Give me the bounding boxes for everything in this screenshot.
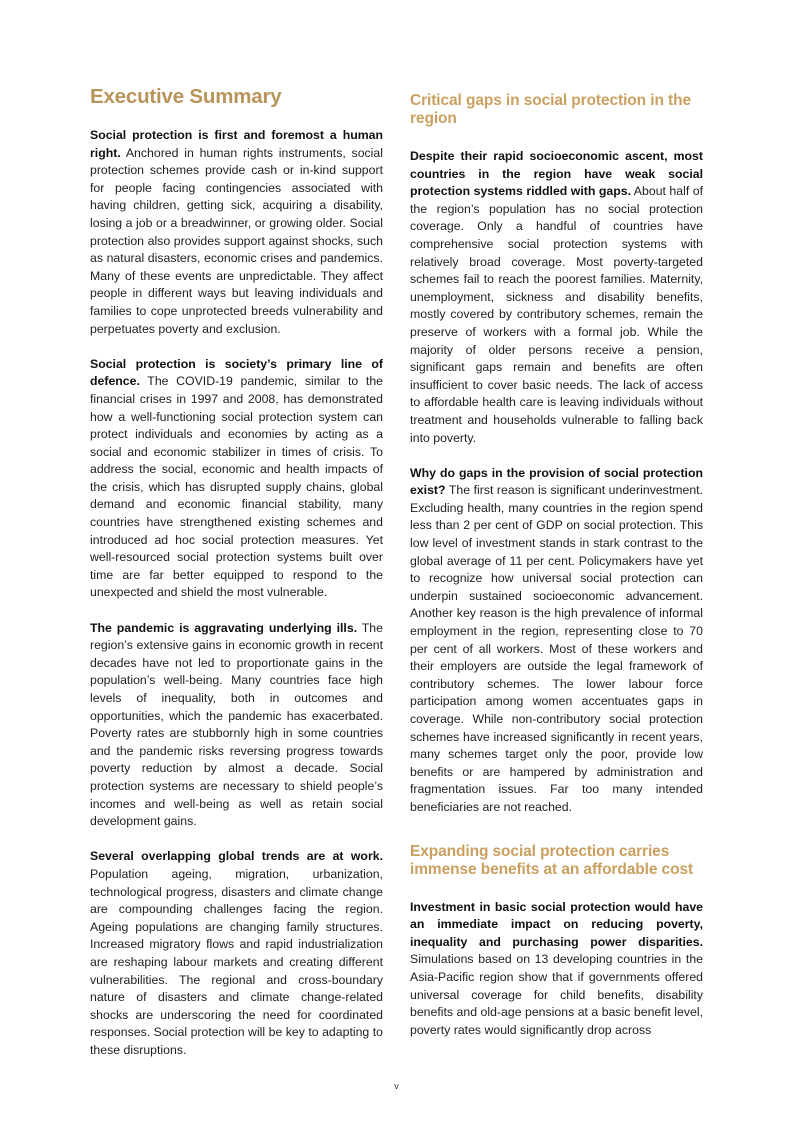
paragraph-body: Simulations based on 13 developing countries in the Asia-Pacific region show that if governments offered universal coverage for child benefits, disability benefits and old-age pensions at a basic benefit level, poverty rates would significantly drop across xyxy=(410,952,703,1037)
paragraph-lead: The pandemic is aggravating underlying ills. xyxy=(90,620,358,635)
page-title: Executive Summary xyxy=(90,85,282,108)
paragraph-body: Population ageing, migration, urbanization, technological progress, disasters and climate change are compounding challenges facing the region. Ageing populations are changing family structures. Increased migratory flows and rapid industrialization are reshaping labour markets and creating different vulnerabilities. The regional and cross-boundary nature of disasters and climate change-related shocks are underscoring the need for coordinated responses. Social protection will be key to adapting to these disruptions. xyxy=(90,866,383,1057)
page-number: v xyxy=(394,1081,399,1091)
paragraph-lead: Despite their rapid socioeconomic ascent, most countries in the region have weak social protection systems riddled with gaps. xyxy=(410,149,703,199)
paragraph-body: The region’s extensive gains in economic growth in recent decades have not led to proportionate gains in the population’s well-being. Many countries face high levels of inequality, both in outcomes and opportunities, which the pandemic has exacerbated. Poverty rates are stubbornly high in some countries and the pandemic risks reversing progress towards poverty reduction by almost a decade. Social protection systems are necessary to shield people’s incomes and well-being as well as retain social development gains. xyxy=(90,620,383,829)
paragraph-lead: Why do gaps in the provision of social protection exist? xyxy=(410,465,703,498)
paragraph-lead: Several overlapping global trends are at work. xyxy=(90,849,383,864)
paragraph-lead: Investment in basic social protection would have an immediate impact on reducing poverty, inequality and purchasing power disparities. xyxy=(410,899,703,949)
paragraph-human-right xyxy=(90,127,383,338)
paragraph-weak-systems xyxy=(410,148,703,447)
paragraph-lead: Social protection is first and foremost a human right. xyxy=(90,128,383,160)
paragraph-body: About half of the region’s population has no social protection coverage. Only a handful of countries have comprehensive social protection systems with relatively broad coverage. Most poverty-targeted schemes fail to reach the poorest families. Maternity, unemployment, sickness and disability benefits, mostly covered by contributory schemes, remain the preserve of workers with a formal job. While the majority of older persons receive a pension, significant gaps remain and benefits are often insufficient to cover basic needs. The lack of access to affordable health care is leaving individuals without treatment and households vulnerable to falling back into poverty. xyxy=(410,184,704,445)
paragraph-pandemic xyxy=(90,620,383,831)
right-column xyxy=(410,84,703,1057)
section-heading-expanding-protection: Expanding social protection carries immense benefits at an affordable cost xyxy=(410,842,694,878)
paragraph-why-gaps xyxy=(410,465,703,817)
paragraph-body: The COVID-19 pandemic, similar to the financial crises in 1997 and 2008, has demonstrated how a well-functioning social protection system can protect individuals and economies by acting as a social and economic stabilizer in times of crisis. To address the social, economic and health impacts of the crisis, which has disrupted supply chains, global demand and economic financial stability, many countries have strengthened existing schemes and introduced ad hoc social protection measures. Yet well-resourced social protection systems built over time are far better equipped to respond to the unexpected and shield the most vulnerable. xyxy=(90,374,383,600)
paragraph-lead: Social protection is society’s primary line of defence. xyxy=(90,356,383,389)
paragraph-global-trends xyxy=(90,848,383,1059)
paragraph-line-of-defence xyxy=(90,356,383,602)
paragraph-body: Anchored in human rights instruments, social protection schemes provide cash or in-kind support for people facing contingencies associated with having children, getting sick, acquiring a disability, losing a job or a breadwinner, or growing older. Social protection also provides support against shocks, such as natural disasters, economic crises and pandemics. Many of these events are unpredictable. They affect people in different ways but leaving individuals and families to cope unprotected breeds vulnerability and perpetuates poverty and exclusion. xyxy=(90,145,383,336)
paragraph-body: The first reason is significant underinvestment. Excluding health, many countries in the region spend less than 2 per cent of GDP on social protection. This low level of investment stands in stark contrast to the global average of 11 per cent. Policymakers have yet to recognize how universal social protection can underpin sustained socioeconomic advancement. Another key reason is the high prevalence of informal employment in the region, representing close to 70 per cent of all workers. Most of these workers and their employers are outside the legal framework of contributory schemes. The lower labour force participation among women accentuates gaps in coverage. While non-contributory social protection schemes have increased significantly in recent years, many schemes target only the poor, provide low benefits or are hampered by administration and fragmentation issues. Far too many intended beneficiaries are not reached. xyxy=(410,483,703,814)
left-column xyxy=(90,84,383,1077)
section-heading-critical-gaps: Critical gaps in social protection in the region xyxy=(410,92,691,127)
paragraph-investment xyxy=(410,899,703,1040)
